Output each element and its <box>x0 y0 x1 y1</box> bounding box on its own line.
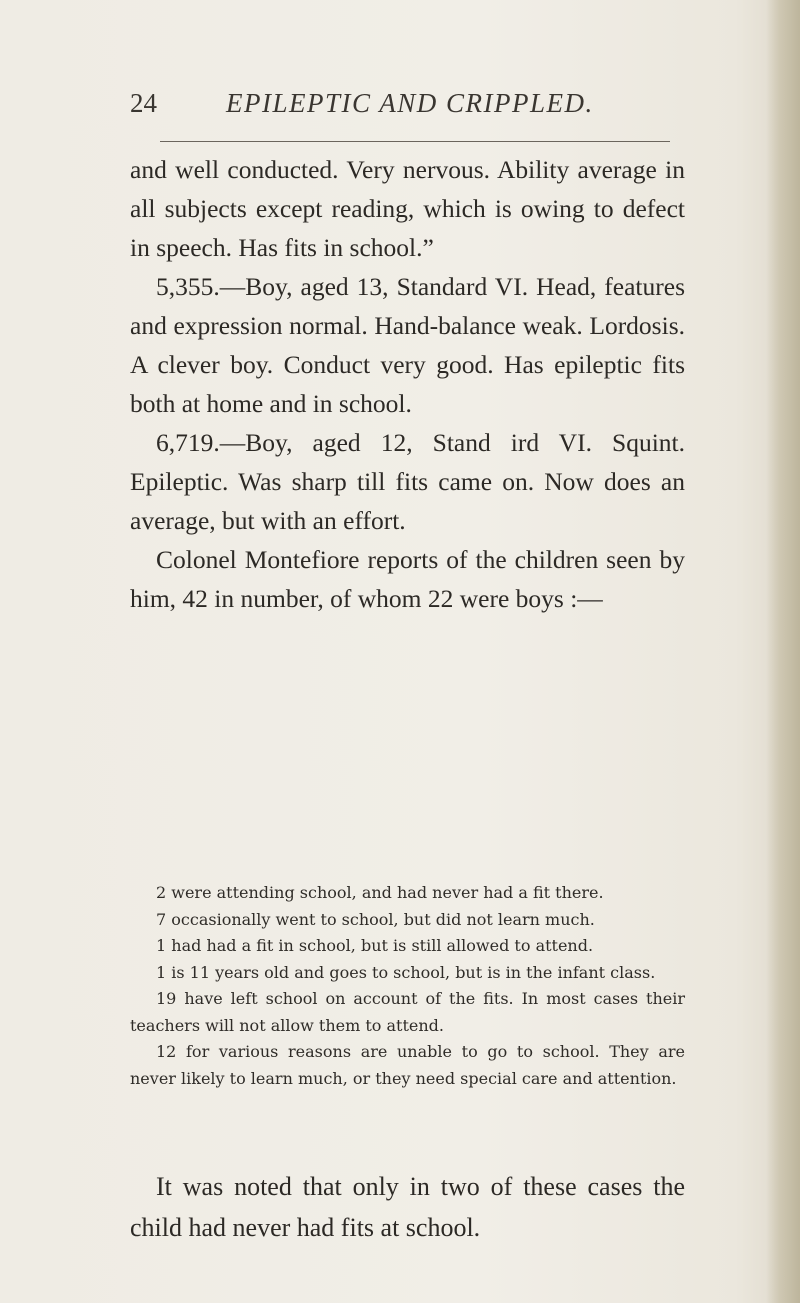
paragraph-continuation: and well conducted. Very nervous. Ability average in all subjects except reading, which is owing to defect in speech. Has fits in school.” <box>130 155 685 262</box>
closing-paragraph: It was noted that only in two of these cases the child had never had fits at school. <box>130 1172 685 1242</box>
page-edge <box>766 0 800 1303</box>
paragraph-case-6719: 6,719.—Boy, aged 12, Stand ird VI. Squint. Epileptic. Was sharp till fits came on. Now does an average, but with an effort. <box>130 428 685 535</box>
list-item: 2 were attending school, and had never had a fit there. <box>156 883 604 902</box>
running-title: EPILEPTIC AND CRIPPLED. <box>226 88 594 118</box>
report-list <box>130 880 685 1092</box>
paragraph-montefiore: Colonel Montefiore reports of the children seen by him, 42 in number, of whom 22 were boys :— <box>130 545 685 613</box>
list-item: 7 occasionally went to school, but did not learn much. <box>156 909 595 929</box>
list-item: 19 have left school on account of the fits. In most cases their teachers will not allow them to attend. <box>130 989 685 1035</box>
page-header <box>130 88 670 128</box>
main-text <box>130 150 685 618</box>
paragraph-case-5355: 5,355.—Boy, aged 13, Standard VI. Head, features and expression normal. Hand-balance weak. Lordosis. A clever boy. Conduct very good. Has epileptic fits both at home and in school. <box>130 272 685 418</box>
closing-section <box>130 1166 685 1248</box>
page-number: 24 <box>130 88 157 118</box>
header-rule <box>160 141 670 142</box>
list-item: 1 had had a fit in school, but is still allowed to attend. <box>156 936 594 955</box>
list-item: 1 is 11 years old and goes to school, but is in the infant class. <box>156 962 656 982</box>
list-item: 12 for various reasons are unable to go to school. They are never likely to learn much, or they need special care and attention. <box>130 1042 685 1088</box>
